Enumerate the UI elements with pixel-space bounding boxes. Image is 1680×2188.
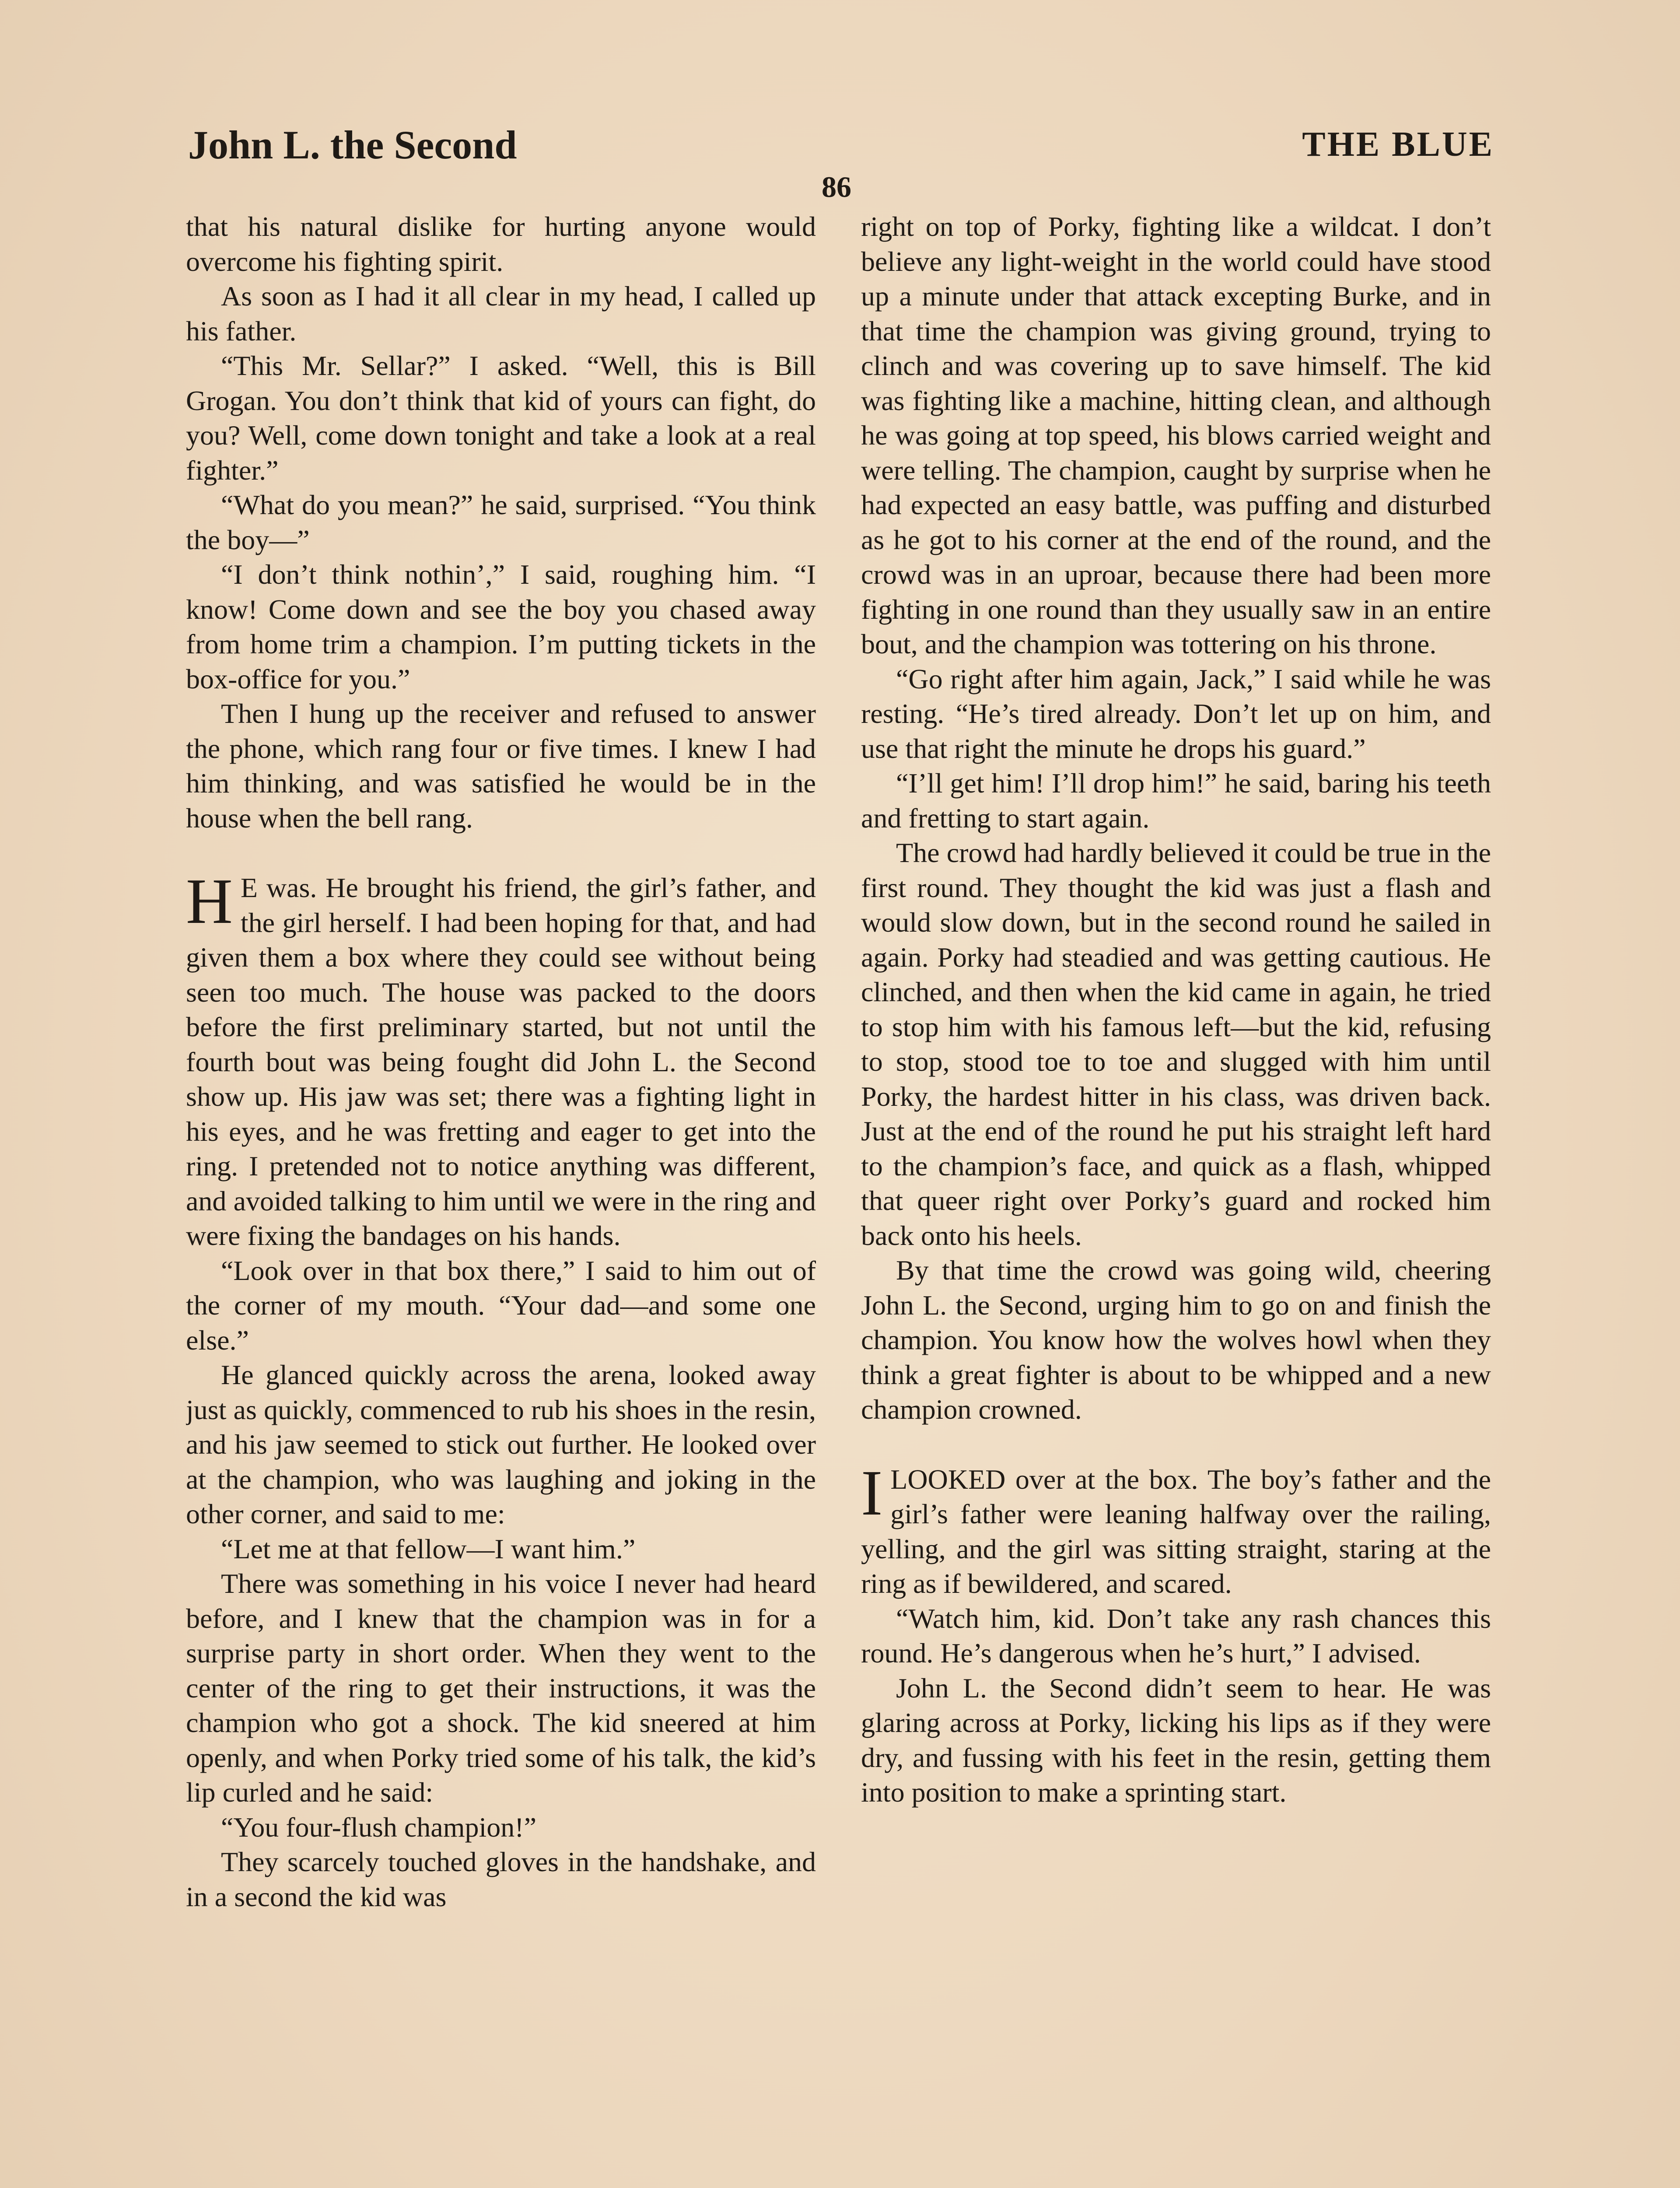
story-title: John L. the Second — [188, 123, 517, 167]
paragraph: By that time the crowd was going wild, cheering John L. the Second, urging him to go on and finish the champion. You know how the wolves howl when they think a great fighter is about to be whipped and a new champion crowned. — [861, 1255, 1491, 1425]
paragraph: “I’ll get him! I’ll drop him!” he said, baring his teeth and fretting to start again. — [861, 768, 1491, 834]
paragraph: “Look over in that box there,” I said to him out of the corner of my mouth. “Your dad—and some one else.” — [186, 1255, 816, 1356]
paragraph: He glanced quickly across the arena, looked away just as quickly, commenced to rub his shoes in the resin, and his jaw seemed to stick out further. He looked over at the champion, who was laughing and joking in the other corner, and said to me: — [186, 1359, 816, 1529]
paragraph: John L. the Second didn’t seem to hear. He was glaring across at Porky, licking his lips as if they were dry, and fussing with his feet in the resin, getting them into position to make a sprinting start. — [861, 1672, 1491, 1808]
section-paragraph — [186, 866, 816, 1253]
paragraph: “Watch him, kid. Don’t take any rash chances this round. He’s dangerous when he’s hurt,” I advised. — [861, 1602, 1491, 1669]
paragraph: “This Mr. Sellar?” I asked. “Well, this is Bill Grogan. You don’t think that kid of yours can fight, do you? Well, come down tonight and take a look at a real fighter.” — [186, 350, 816, 486]
paragraph: They scarcely touched gloves in the handshake, and in a second the kid was — [186, 1846, 816, 1912]
page-number: 86 — [822, 170, 851, 203]
paragraph: “What do you mean?” he said, surprised. “You think the boy—” — [186, 489, 816, 555]
paragraph: There was something in his voice I never had heard before, and I knew that the champion was in for a surprise party in short order. When they went to the center of the ring to get their instructions, it was the champion who got a shock. The kid sneered at him openly, and when Porky tried some of his talk, the kid’s lip curled and he said: — [186, 1568, 816, 1808]
section-text: LOOKED over at the box. The boy’s father and the girl’s father were leaning halfway over the railing, yelling, and the girl was sitting straight, staring at the ring as if bewildered, and scared. — [861, 1463, 1491, 1599]
section-paragraph — [861, 1457, 1491, 1601]
paragraph: Then I hung up the receiver and refused to answer the phone, which rang four or five times. I knew I had him thinking, and was satisfied he would be in the house when the bell rang. — [186, 698, 816, 834]
paragraph: right on top of Porky, fighting like a wildcat. I don’t believe any light-weight in the world could have stood up a minute under that attack excepting Burke, and in that time the champion was giving ground, trying to clinch and was covering up to save himself. The kid was fighting like a machine, hitting clean, and although he was going at top speed, his blows carried weight and were telling. The champion, caught by surprise when he had expected an easy battle, was puffing and disturbed as he got to his corner at the end of the round, and the crowd was in an uproar, because there had been more fighting in one round than they usually saw in an entire bout, and the champion was tottering on his throne. — [861, 211, 1491, 659]
paragraph: that his natural dislike for hurting anyone would overcome his fighting spirit. — [186, 211, 816, 277]
paragraph: As soon as I had it all clear in my head, I called up his father. — [186, 281, 816, 347]
drop-cap: H — [186, 866, 233, 937]
paragraph: “You four-flush champion!” — [221, 1811, 536, 1843]
paragraph: The crowd had hardly believed it could be true in the first round. They thought the kid was just a flash and would slow down, but in the second round he sailed in again. Porky had steadied and was getting cautious. He clinched, and then when the kid came in again, he tried to stop him with his famous left—but the kid, refusing to stop, stood toe to toe and slugged with him until Porky, the hardest hitter in his class, was driven back. Just at the end of the round he put his straight left hard to the champion’s face, and quick as a flash, whipped that queer right over Porky’s guard and rocked him back onto his heels. — [861, 837, 1491, 1251]
section-text: E was. He brought his friend, the girl’s father, and the girl herself. I had been hoping for that, and had given them a box where they could see without being seen too much. The house was packed to the doors before the first preliminary started, but not until the fourth bout was being fought did John L. the Second show up. His jaw was set; there was a fighting light in his eyes, and he was fretting and eager to get into the ring. I pretended not to notice anything was different, and avoided talking to him until we were in the ring and were fixing the bandages on his hands. — [186, 872, 816, 1251]
right-column — [861, 209, 1491, 2188]
left-column — [186, 209, 816, 2188]
paragraph: “Go right after him again, Jack,” I said while he was resting. “He’s tired already. Don’t let up on him, and use that right the minute he drops his guard.” — [861, 663, 1491, 764]
paragraph: “Let me at that fellow—I want him.” — [221, 1533, 636, 1564]
paragraph: “I don’t think nothin’,” I said, roughing him. “I know! Come down and see the boy you chased away from home trim a champion. I’m putting tickets in the box-office for you.” — [186, 559, 816, 694]
magazine-name: THE BLUE — [1302, 125, 1494, 164]
drop-cap: I — [861, 1457, 883, 1529]
